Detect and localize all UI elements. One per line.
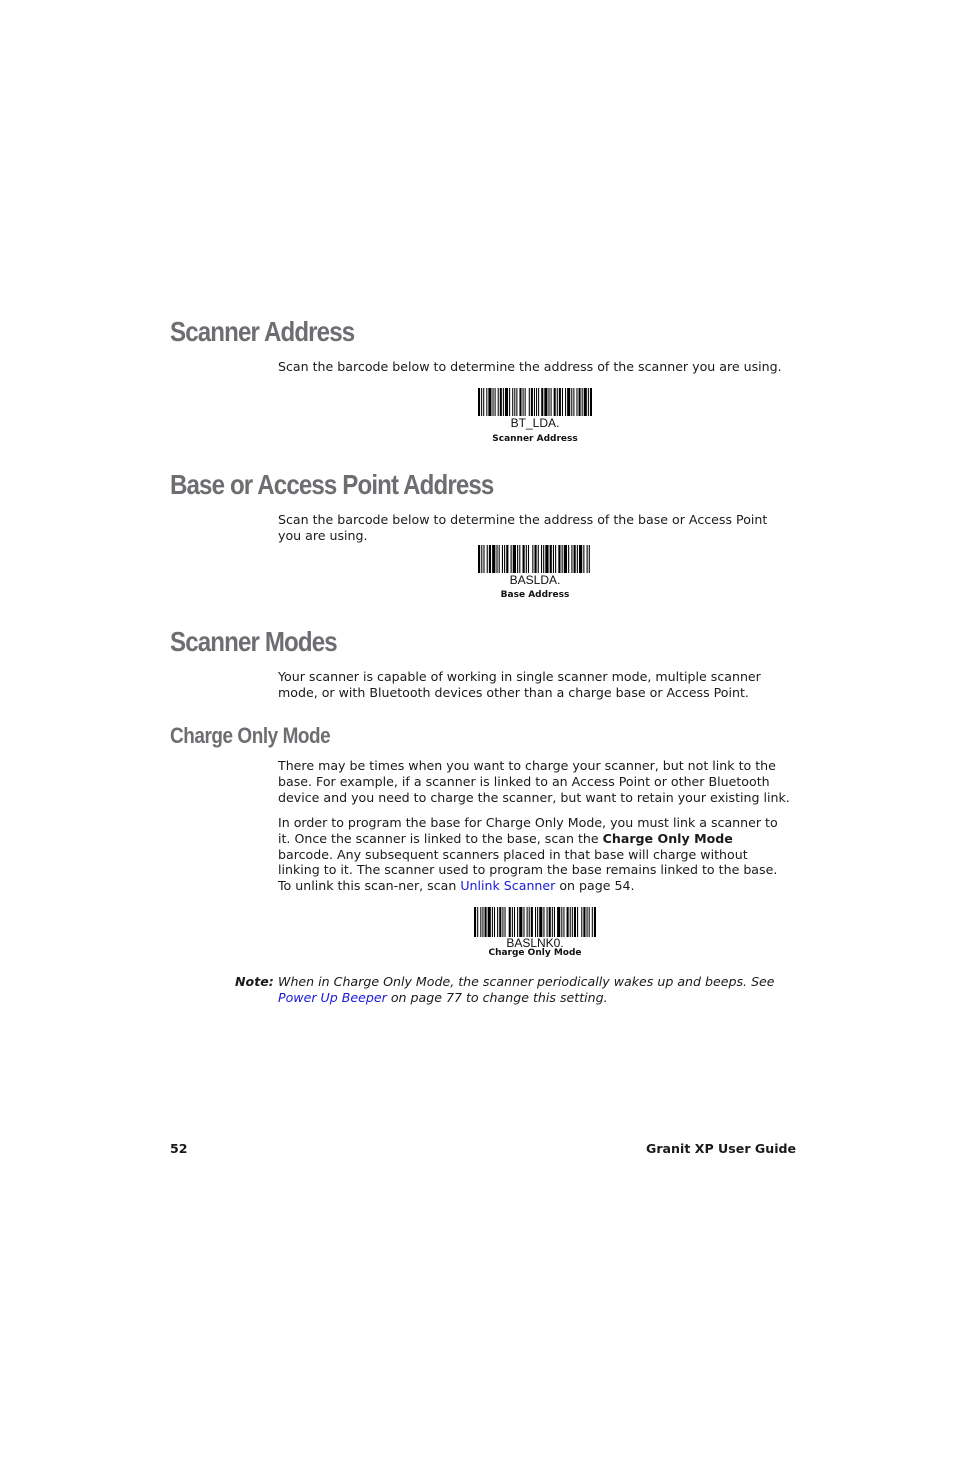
scanner-address-barcode [478, 388, 592, 416]
barcode-bar [549, 907, 551, 937]
note-label: Note: [235, 974, 274, 989]
barcode-bar [502, 907, 503, 937]
barcode-bar [544, 388, 547, 416]
barcode-bar [571, 545, 572, 573]
base-address-caption: Base Address [500, 590, 570, 600]
barcode-bar [589, 545, 590, 573]
barcode-bar [536, 388, 537, 416]
barcode-bar [573, 388, 574, 416]
barcode-bar [590, 388, 592, 416]
barcode-bar [495, 388, 496, 416]
barcode-bar [526, 545, 527, 573]
barcode-bar [534, 545, 536, 573]
barcode-bar [577, 907, 578, 937]
barcode-bar [594, 907, 596, 937]
barcode-bar [516, 388, 517, 416]
barcode-bar [554, 388, 556, 416]
barcode-bar [574, 545, 576, 573]
barcode-bar [543, 545, 544, 573]
barcode-bar [489, 545, 491, 573]
barcode-bar [552, 907, 553, 937]
barcode-bar [574, 907, 576, 937]
barcode-bar [581, 907, 582, 937]
guide-title: Granit XP User Guide [646, 1141, 797, 1156]
barcode-bar [557, 388, 558, 416]
barcode-bar [587, 907, 588, 937]
barcode-bar [497, 907, 498, 937]
charge-only-mode-para1: There may be times when you want to charge your scanner, but not link to the base. For example, if a scanner is linked to an Access Point or other Bluetooth device and you need to charge the scanner, but want to retain your existing link. [278, 758, 790, 805]
barcode-bar [583, 907, 585, 937]
barcode-bar [512, 388, 513, 416]
barcode-bar [555, 545, 556, 573]
barcode-bar [571, 388, 572, 416]
barcode-bar [503, 388, 504, 416]
barcode-bar [537, 907, 538, 937]
barcode-bar [517, 545, 518, 573]
barcode-bar [483, 388, 484, 416]
barcode-bar [534, 388, 535, 416]
charge-only-mode-barcode [474, 907, 596, 937]
barcode-bar [561, 907, 562, 937]
barcode-bar [509, 907, 511, 937]
barcode-bar [499, 907, 501, 937]
barcode-bar [494, 907, 495, 937]
barcode-bar [499, 545, 500, 573]
barcode-bar [577, 545, 578, 573]
barcode-bar [562, 545, 563, 573]
barcode-bar [519, 907, 522, 937]
barcode-bar [565, 388, 566, 416]
barcode-bar [538, 388, 539, 416]
barcode-bar [525, 388, 526, 416]
barcode-bar [582, 388, 583, 416]
barcode-bar [567, 388, 570, 416]
barcode-bar [541, 545, 542, 573]
para2-bold-charge-only-mode: Charge Only Mode [602, 830, 733, 846]
barcode-bar [562, 388, 563, 416]
barcode-bar [547, 907, 548, 937]
para2-text-3: on page 54. [555, 878, 635, 894]
barcode-bar [557, 907, 560, 937]
base-address-barcode-text: BASLDA. [509, 573, 561, 587]
barcode-bar [498, 388, 499, 416]
barcode-bar [519, 545, 520, 573]
barcode-bar [485, 907, 487, 937]
barcode-bar [474, 907, 476, 937]
barcode-bar [548, 388, 549, 416]
barcode-bar [564, 545, 567, 573]
scanner-address-text: Scan the barcode below to determine the address of the scanner you are using. [278, 359, 782, 374]
barcode-bar [588, 388, 589, 416]
barcode-bar [492, 907, 493, 937]
barcode-bar [523, 907, 524, 937]
barcode-bar [584, 388, 587, 416]
barcode-bar [523, 388, 524, 416]
barcode-bar [535, 907, 536, 937]
scanner-address-barcode-text: BT_LDA. [510, 416, 560, 430]
note-text [278, 974, 794, 1006]
scanner-modes-text: Your scanner is capable of working in single scanner mode, multiple scanner mode, or with Bluetooth devices other than a charge base or Access Point. [278, 669, 761, 700]
barcode-bar [531, 388, 533, 416]
barcode-bar [480, 907, 481, 937]
barcode-bar [529, 388, 530, 416]
barcode-bar [589, 907, 590, 937]
barcode-bar [514, 388, 515, 416]
barcode-bar [587, 545, 588, 573]
charge-only-mode-barcode-text: BASLNK0. [506, 936, 564, 950]
barcode-bar [506, 545, 508, 573]
barcode-bar [538, 545, 539, 573]
barcode-bar [513, 545, 516, 573]
barcode-bar [488, 388, 491, 416]
barcode-bar [505, 388, 508, 416]
page-number: 52 [170, 1141, 188, 1156]
barcode-bar [550, 545, 552, 573]
barcode-bar [563, 907, 564, 937]
barcode-bar [502, 545, 503, 573]
barcode-bar [592, 907, 593, 937]
barcode-bar [579, 388, 581, 416]
barcode-bar [504, 545, 505, 573]
note-text-1: When in Charge Only Mode, the scanner periodically wakes up and beeps. See [278, 974, 775, 989]
barcode-bar [551, 388, 552, 416]
barcode-bar [517, 907, 518, 937]
barcode-bar [487, 545, 488, 573]
barcode-bar [531, 907, 533, 937]
note-text-2: on page 77 to change this setting. [386, 989, 608, 1005]
barcode-bar [488, 907, 491, 937]
barcode-bar [567, 907, 569, 937]
unlink-scanner-link[interactable]: Unlink Scanner [460, 878, 556, 894]
barcode-bar [558, 545, 560, 573]
barcode-bar [477, 907, 478, 937]
barcode-bar [496, 545, 497, 573]
heading-charge-only-mode: Charge Only Mode [170, 723, 331, 748]
barcode-bar [482, 907, 483, 937]
barcode-bar [559, 388, 561, 416]
barcode-bar [514, 907, 515, 937]
barcode-bar [554, 907, 555, 937]
barcode-bar [570, 907, 571, 937]
barcode-bar [568, 545, 569, 573]
base-address-barcode [478, 545, 592, 573]
barcode-bar [512, 907, 513, 937]
barcode-bar [579, 545, 582, 573]
scanner-address-caption: Scanner Address [492, 434, 578, 444]
heading-scanner-modes: Scanner Modes [170, 626, 337, 657]
barcode-bar [493, 388, 494, 416]
para2-text-1: In order to program the base for Charge Only Mode, you must link a scanner to it. Once the scanner is linked to the base, scan the [278, 815, 778, 846]
barcode-bar [539, 907, 542, 937]
charge-only-mode-para2 [278, 815, 790, 894]
barcode-bar [527, 907, 528, 937]
barcode-bar [483, 545, 484, 573]
barcode-bar [532, 545, 533, 573]
heading-scanner-address: Scanner Address [170, 316, 355, 347]
barcode-bar [583, 545, 584, 573]
base-address-text: Scan the barcode below to determine the address of the base or Access Point you are using. [278, 512, 768, 543]
barcode-bar [478, 388, 480, 416]
barcode-bar [576, 388, 577, 416]
barcode-bar [543, 907, 544, 937]
barcode-bar [519, 388, 521, 416]
barcode-bar [509, 388, 510, 416]
barcode-bar [528, 545, 529, 573]
barcode-bar [572, 907, 573, 937]
power-up-beeper-link[interactable]: Power Up Beeper [278, 989, 387, 1005]
para2-text-2: barcode. Any subsequent scanners placed in that base will charge without linking to it. The scanner used to program the base remains linked to the base. To unlink this scan-ner, scan [278, 846, 778, 894]
barcode-bar [511, 545, 512, 573]
barcode-bar [523, 545, 525, 573]
barcode-bar [500, 388, 502, 416]
barcode-bar [553, 545, 554, 573]
barcode-bar [541, 388, 543, 416]
barcode-bar [481, 388, 482, 416]
barcode-bar [486, 388, 487, 416]
barcode-bar [478, 545, 480, 573]
barcode-bar [529, 907, 530, 937]
barcode-bar [481, 545, 482, 573]
heading-base-address: Base or Access Point Address [170, 469, 494, 500]
barcode-bar [545, 545, 548, 573]
barcode-bar [492, 545, 495, 573]
charge-only-mode-caption: Charge Only Mode [488, 948, 582, 958]
barcode-bar [505, 907, 506, 937]
